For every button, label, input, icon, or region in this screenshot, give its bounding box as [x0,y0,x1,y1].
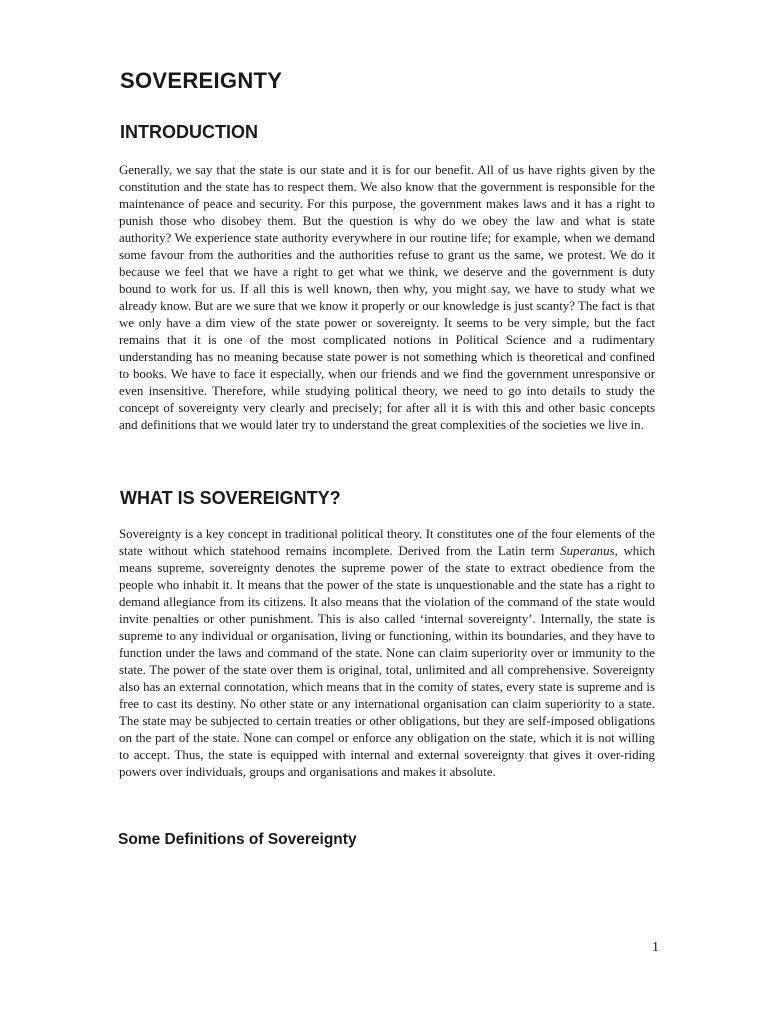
page-number: 1 [652,940,659,955]
what-is-sovereignty-paragraph [119,526,655,781]
document-title: SOVEREIGNTY [120,68,283,93]
latin-term: Superanus [560,544,615,558]
subheading-definitions: Some Definitions of Sovereignty [118,831,357,848]
introduction-paragraph: Generally, we say that the state is our state and it is for our benefit. All of us have rights given by the constitution and the state has to respect them. We also know that the government is responsible for the maintenance of peace and security. For this purpose, the government makes laws and it has a right to punish those who disobey them. But the question is why do we obey the law and what is state authority? We experience state authority everywhere in our routine life; for example, when we demand some favour from the authorities and the authorities refuse to grant us the same, we protest. We do it because we feel that we have a right to get what we think, we deserve and the government is duty bound to work for us. If all this is well known, then why, you might say, we have to study what we already know. But are we sure that we know it properly or our knowledge is just scanty? The fact is that we only have a dim view of the state power or sovereignty. It seems to be very simple, but the fact remains that it is one of the most complicated notions in Political Science and a rudimentary understanding has no meaning because state power is not something which is theoretical and confined to books. We have to face it especially, when our friends and we find the government unresponsive or even insensitive. Therefore, while studying political theory, we need to go into details to study the concept of sovereignty very clearly and precisely; for after all it is with this and other basic concepts and definitions that we would later try to understand the great complexities of the societies we live in. [119,163,655,432]
paragraph-text-rest: , which means supreme, sovereignty denotes the supreme power of the state to extract obedience from the people who inhabit it. It means that the power of the state is unquestionable and the state has a right to demand allegiance from its citizens. It also means that the violation of the command of the state would invite penalties or other punishment. This is also called ‘internal sovereignty’. Internally, the state is supreme to any individual or organisation, living or functioning, within its boundaries, and they have to function under the laws and command of the state. None can claim superiority over or immunity to the state. The power of the state over them is original, total, unlimited and all comprehensive. Sovereignty also has an external connotation, which means that in the comity of states, every state is supreme and is free to cast its destiny. No other state or any international organisation can claim superiority to a state. The state may be subjected to certain treaties or other obligations, but they are self-imposed obligations on the part of the state. None can compel or enforce any obligation on the state, which it is not willing to accept. Thus, the state is equipped with internal and external sovereignty that gives it over-riding powers over individuals, groups and organisations and makes it absolute. [119,544,655,779]
section-heading-what-is-sovereignty: WHAT IS SOVEREIGNTY? [120,488,341,508]
paragraph-text-start: Sovereignty is a key concept in traditional political theory. It constitutes one of the four elements of the state without which statehood remains incomplete. Derived from the Latin term [119,527,655,558]
section-heading-introduction: INTRODUCTION [120,122,258,142]
